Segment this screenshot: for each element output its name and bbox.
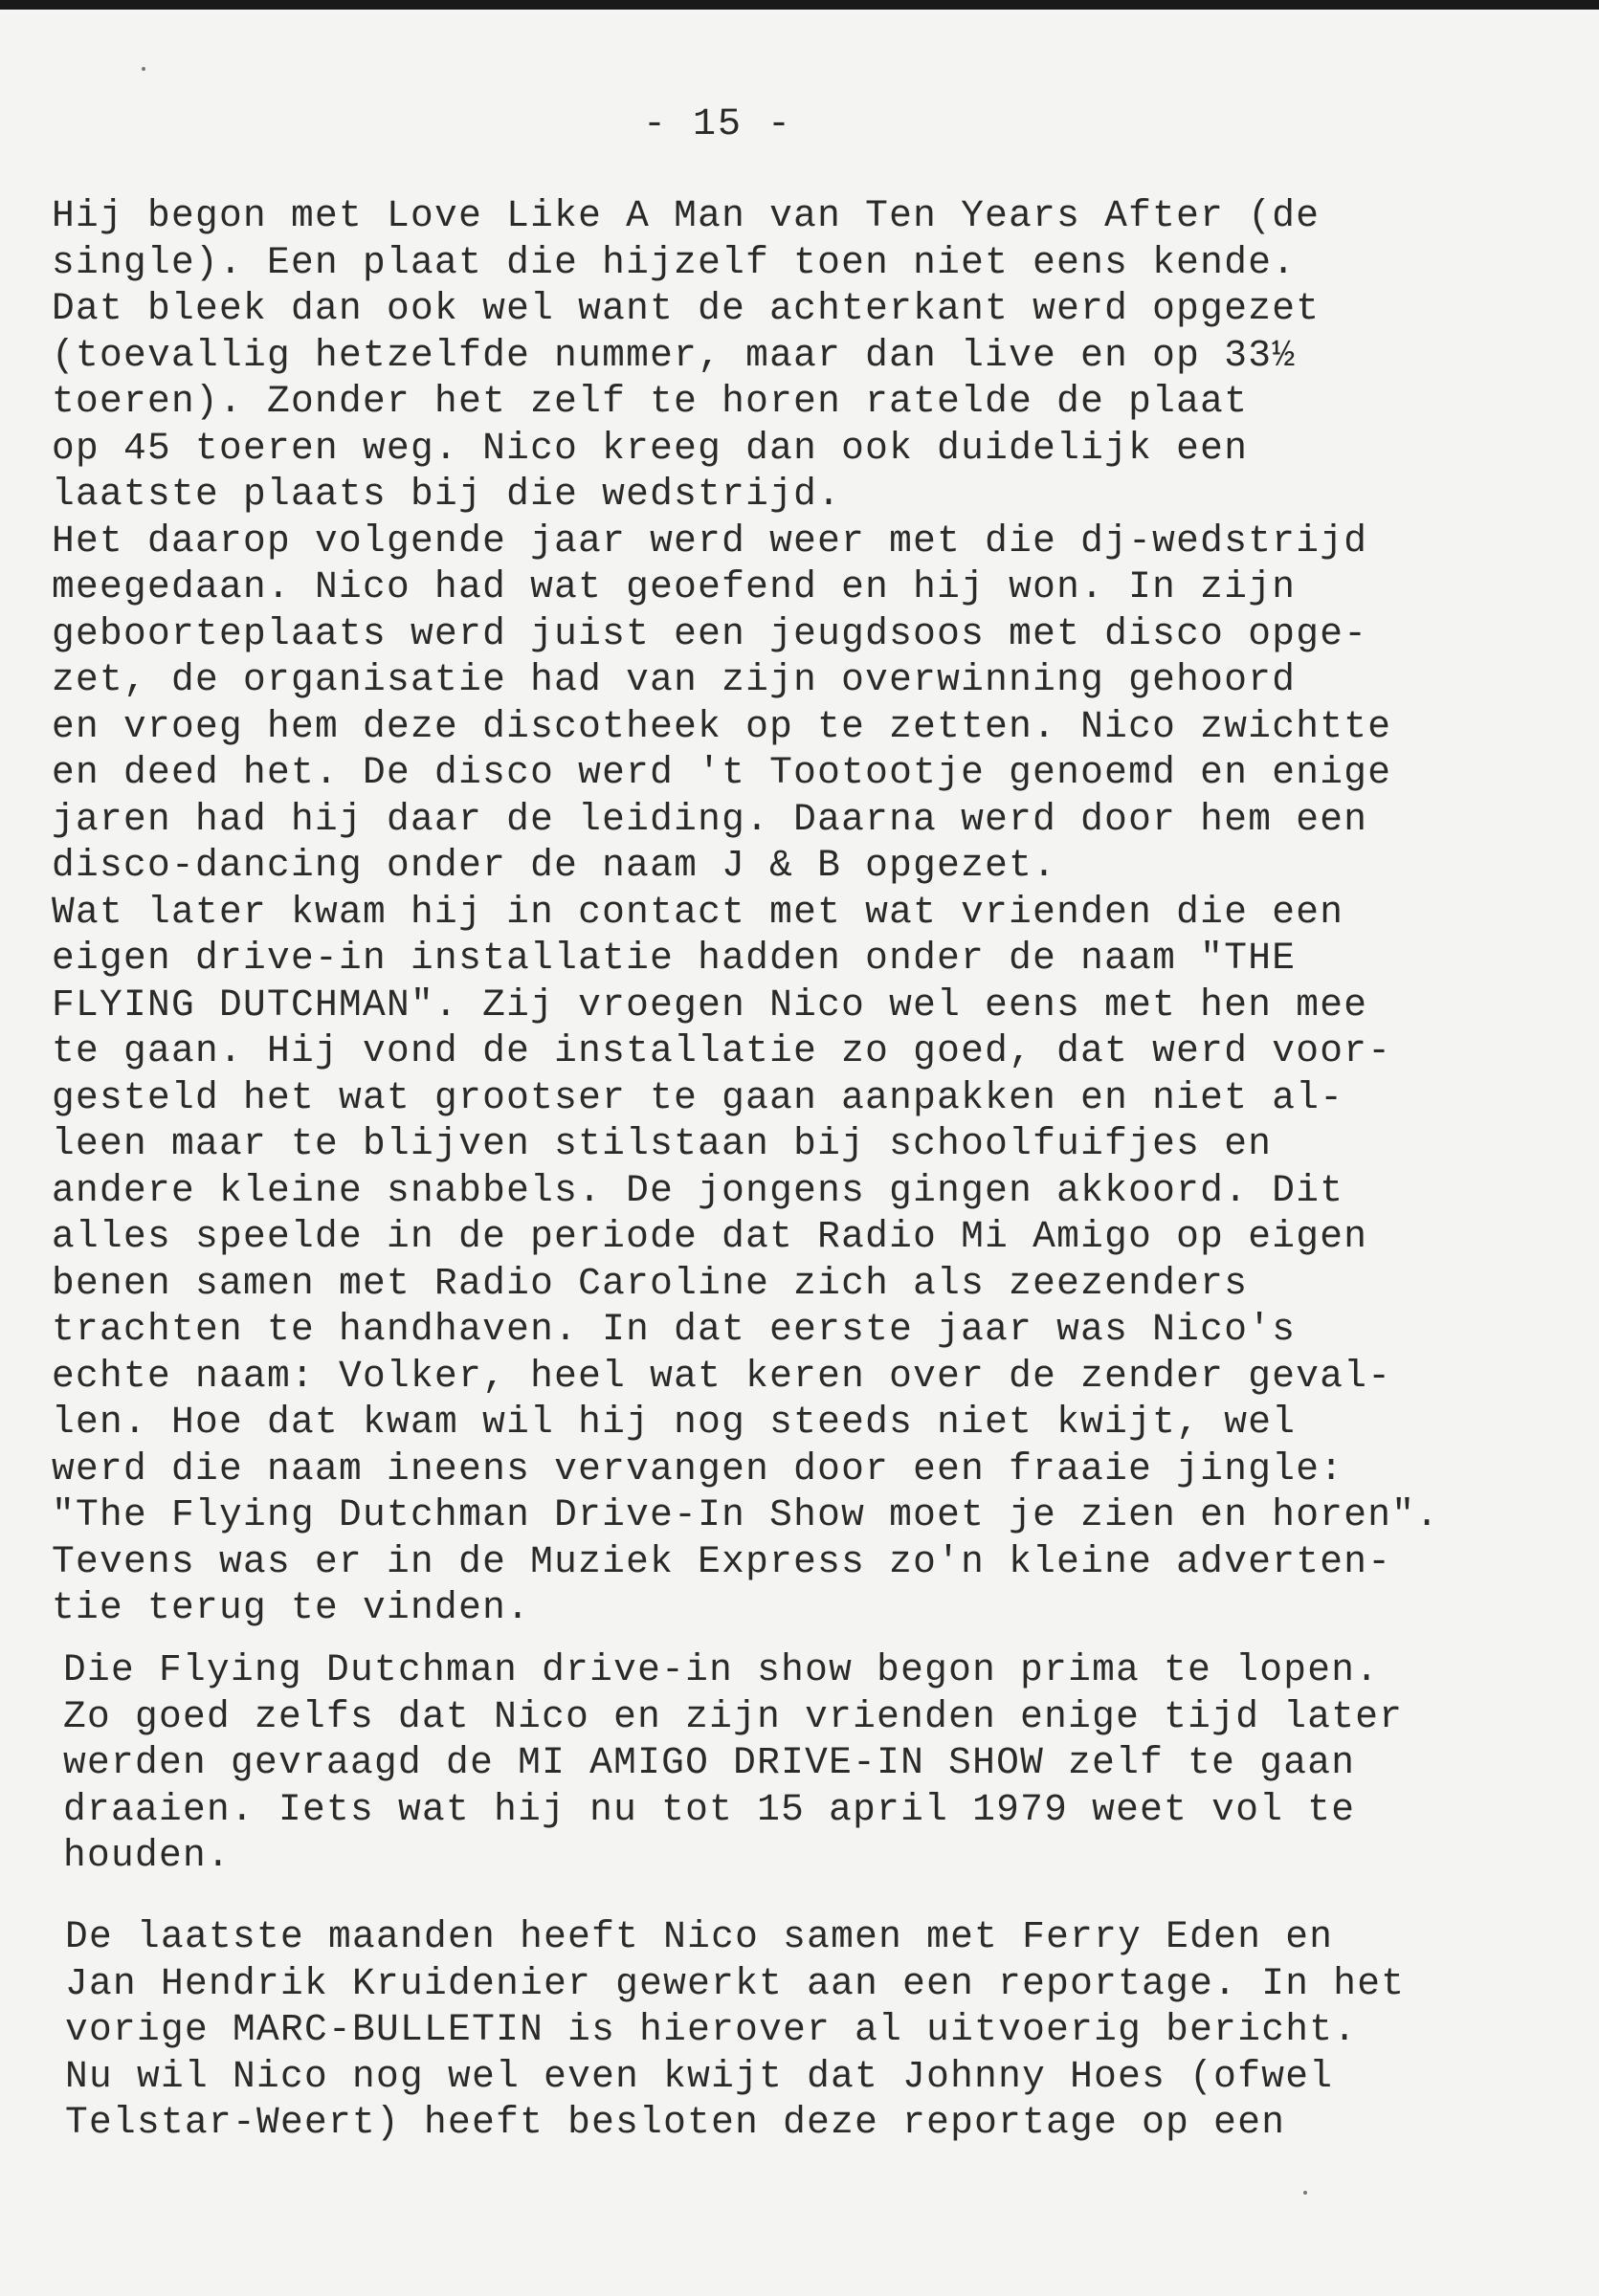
text-line: Zo goed zelfs dat Nico en zijn vrienden enige tijd later <box>63 1694 1404 1738</box>
paragraph-3 <box>65 1914 1567 2147</box>
scan-speck <box>142 67 145 71</box>
text-line: jaren had hij daar de leiding. Daarna werd door hem een <box>52 797 1368 841</box>
text-line: vorige MARC-BULLETIN is hierover al uitvoerig bericht. <box>65 2008 1358 2051</box>
text-line: en vroeg hem deze discotheek op te zetten. Nico zwichtte <box>52 704 1392 748</box>
scan-top-edge <box>0 0 1599 10</box>
scan-speck <box>1303 2191 1307 2195</box>
text-line: Het daarop volgende jaar werd weer met die dj-wedstrijd <box>52 519 1368 563</box>
text-line: FLYING DUTCHMAN". Zij vroegen Nico wel eens met hen mee <box>52 982 1368 1027</box>
text-line: geboorteplaats werd juist een jeugdsoos met disco opge- <box>52 611 1368 655</box>
text-line: disco-dancing onder de naam J & B opgezet. <box>52 844 1057 887</box>
text-line: meegedaan. Nico had wat geoefend en hij won. In zijn <box>52 565 1297 608</box>
text-line: draaien. Iets wat hij nu tot 15 april 1979 weet vol te <box>63 1787 1356 1831</box>
text-line: echte naam: Volker, heel wat keren over de zender geval- <box>52 1354 1392 1398</box>
text-line: Jan Hendrik Kruidenier gewerkt aan een reportage. In het <box>65 1961 1406 2005</box>
text-line: eigen drive-in installatie hadden onder de naam "THE <box>52 937 1297 980</box>
text-line: alles speelde in de periode dat Radio Mi Amigo op eigen <box>52 1215 1368 1258</box>
text-line: Wat later kwam hij in contact met wat vrienden die een <box>52 890 1344 934</box>
text-line: toeren). Zonder het zelf te horen ratelde de plaat <box>52 380 1249 423</box>
text-line: houden. <box>63 1834 232 1877</box>
page-number: - 15 - <box>642 103 793 146</box>
text-line: Die Flying Dutchman drive-in show begon prima te lopen. <box>63 1648 1380 1691</box>
text-line: Nu wil Nico nog wel even kwijt dat Johnny Hoes (ofwel <box>65 2054 1334 2098</box>
text-line: single). Een plaat die hijzelf toen niet eens kende. <box>52 240 1297 284</box>
text-line: tie terug te vinden. <box>52 1586 531 1629</box>
text-line: De laatste maanden heeft Nico samen met Ferry Eden en <box>65 1915 1334 1958</box>
text-line: Dat bleek dan ook wel want de achterkant werd opgezet <box>52 287 1321 330</box>
text-line: werden gevraagd de MI AMIGO DRIVE-IN SHOW zelf te gaan <box>63 1741 1356 1784</box>
text-line: Tevens was er in de Muziek Express zo'n kleine adverten- <box>52 1539 1392 1583</box>
text-line: Hij begon met Love Like A Man van Ten Years After (de <box>52 194 1321 237</box>
text-line: en deed het. De disco werd 't Tootootje genoemd en enige <box>52 751 1392 794</box>
text-line: te gaan. Hij vond de installatie zo goed, dat werd voor- <box>52 1029 1392 1072</box>
text-line: op 45 toeren weg. Nico kreeg dan ook duidelijk een <box>52 426 1249 470</box>
text-line: benen samen met Radio Caroline zich als zeezenders <box>52 1261 1249 1305</box>
text-line: zet, de organisatie had van zijn overwinning gehoord <box>52 658 1297 701</box>
text-line: andere kleine snabbels. De jongens gingen akkoord. Dit <box>52 1168 1344 1212</box>
paragraph-2 <box>63 1647 1566 1880</box>
text-line: laatste plaats bij die wedstrijd. <box>52 473 842 516</box>
text-line: werd die naam ineens vervangen door een fraaie jingle: <box>52 1446 1344 1490</box>
text-line: gesteld het wat grootser te gaan aanpakken en niet al- <box>52 1075 1344 1119</box>
text-line: leen maar te blijven stilstaan bij schoolfuifjes en <box>52 1122 1273 1165</box>
text-line: len. Hoe dat kwam wil hij nog steeds niet kwijt, wel <box>52 1401 1297 1444</box>
text-line: Telstar-Weert) heeft besloten deze reportage op een <box>65 2101 1286 2144</box>
text-line: "The Flying Dutchman Drive-In Show moet je zien en horen". <box>52 1493 1440 1536</box>
text-line: trachten te handhaven. In dat eerste jaar was Nico's <box>52 1308 1297 1351</box>
paragraph-1 <box>52 193 1554 1632</box>
text-line: (toevallig hetzelfde nummer, maar dan live en op 33½ <box>52 333 1297 377</box>
